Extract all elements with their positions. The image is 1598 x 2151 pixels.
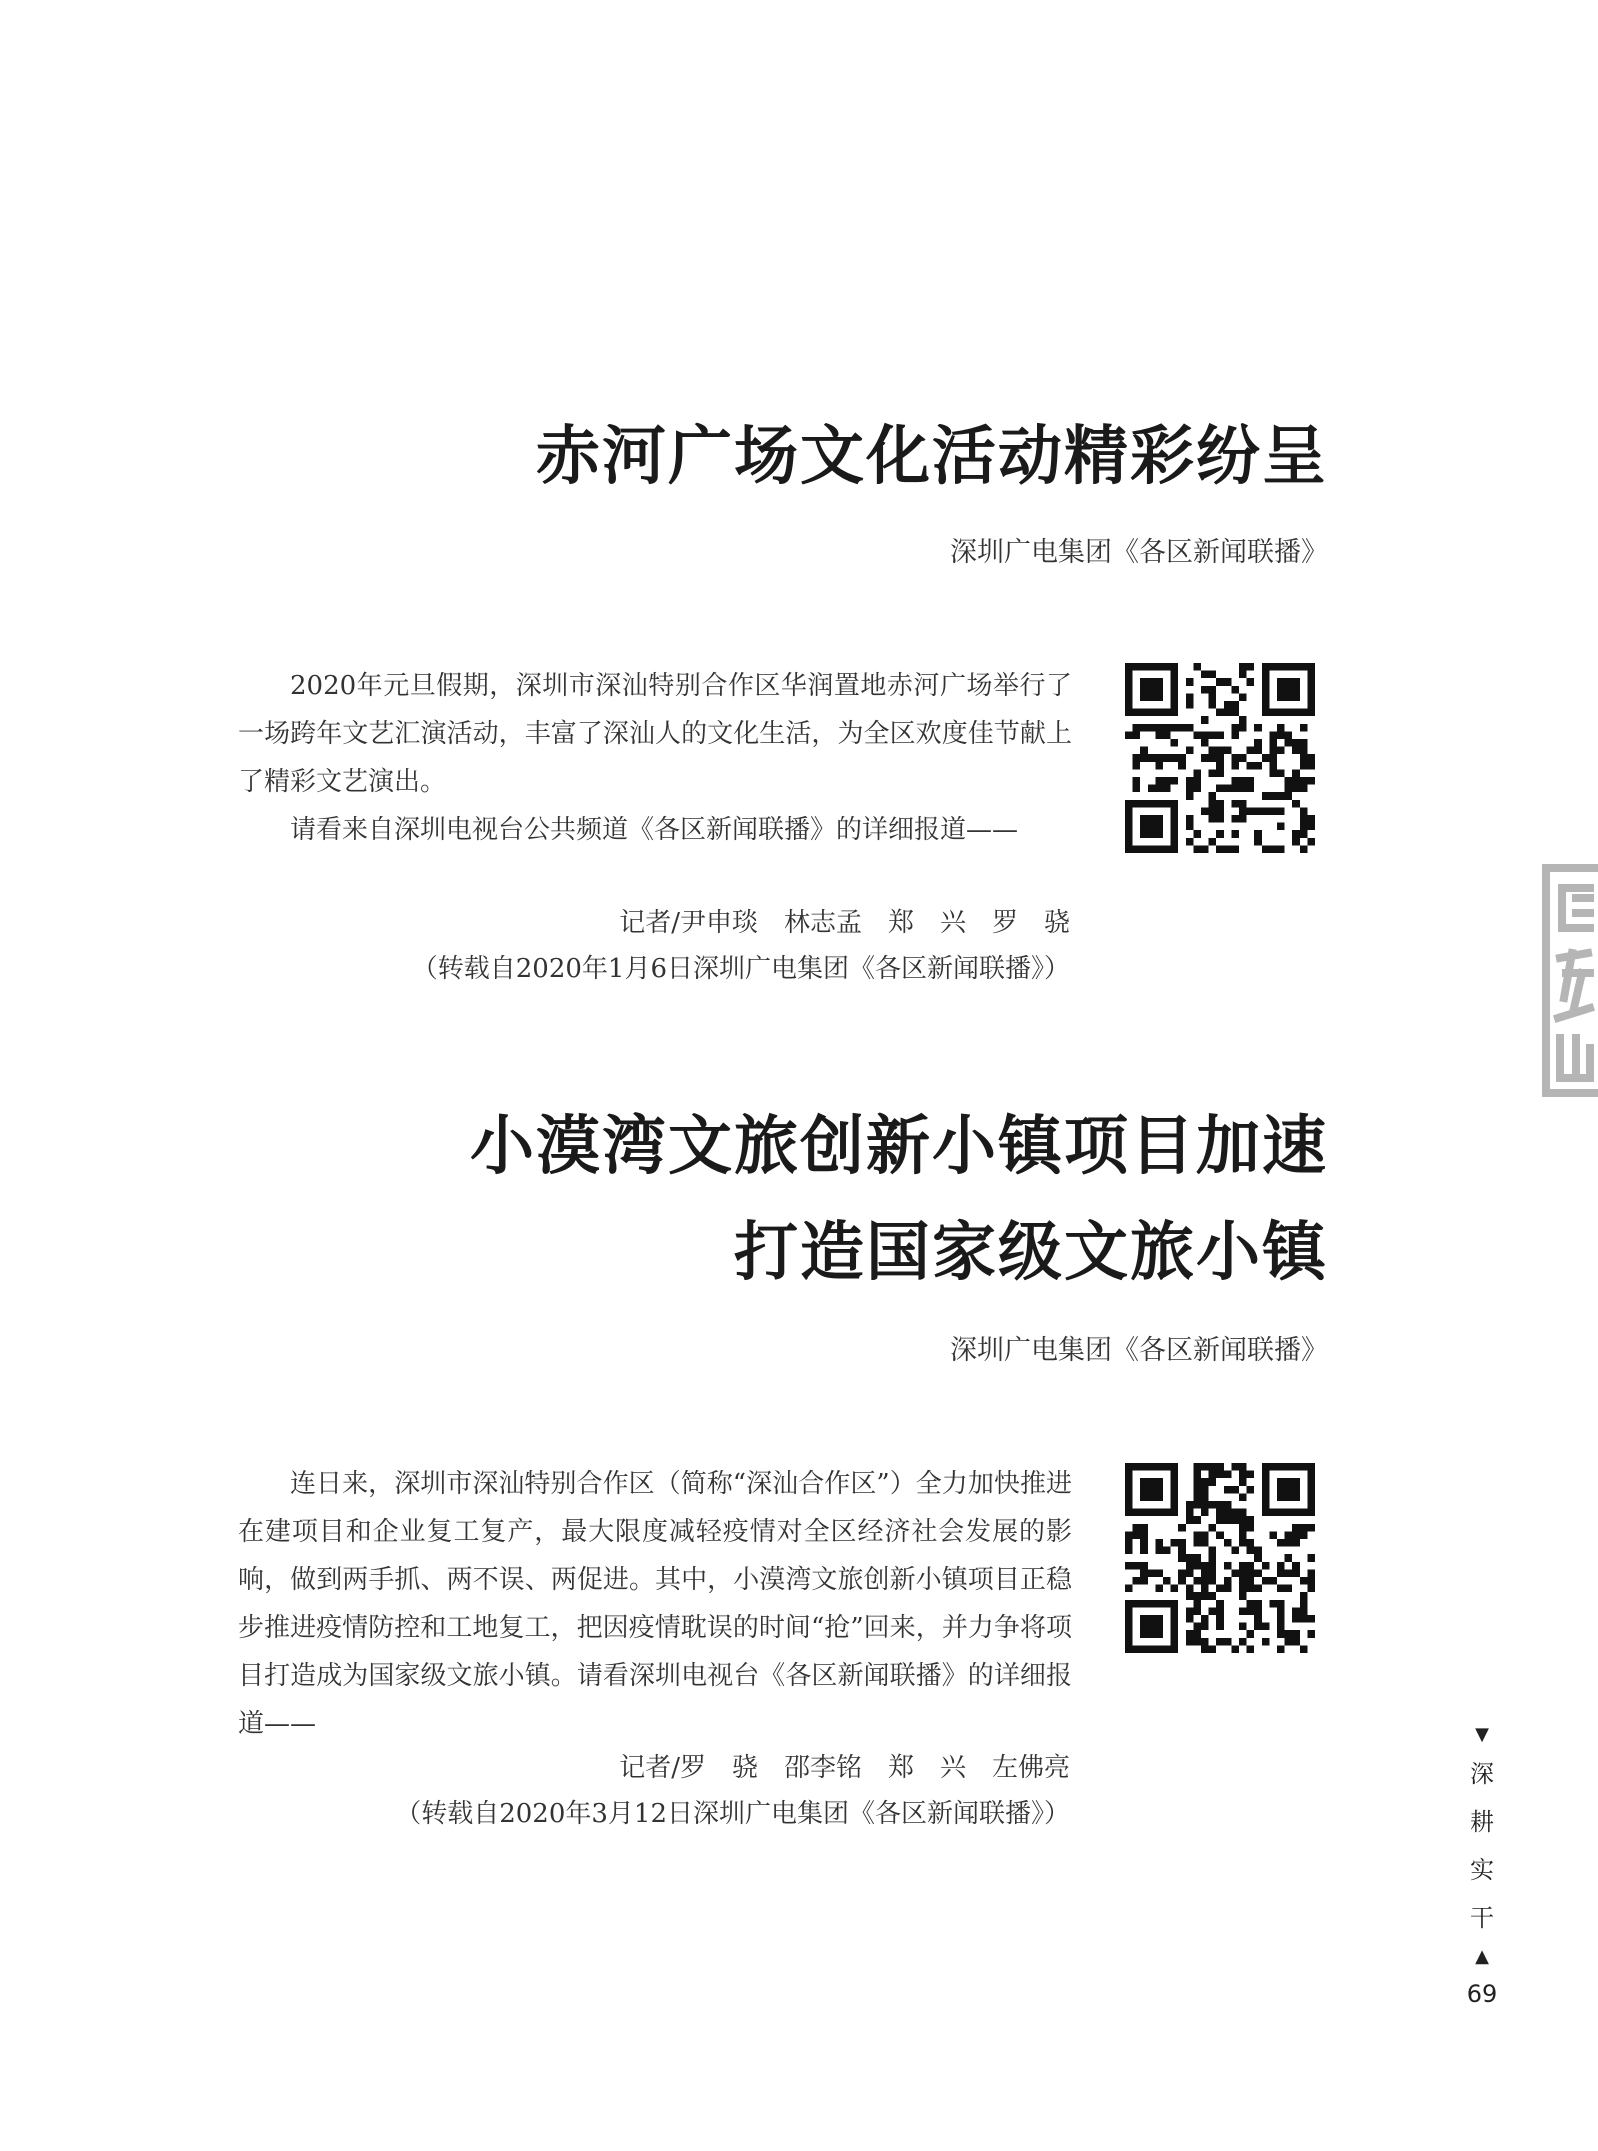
article-1-body: [238, 662, 1072, 854]
triangle-up-icon: ▲: [1475, 1946, 1489, 1967]
article-1-credits: [412, 900, 1070, 992]
seal-stamp-icon: [1528, 858, 1598, 1098]
article-2-source: 深圳广电集团《各区新闻联播》: [950, 1335, 1328, 1366]
reprint-line: （转载自2020年3月12日深圳广电集团《各区新闻联播》）: [395, 1799, 1070, 1829]
qr-code-icon[interactable]: [1125, 1463, 1315, 1653]
article-1-paragraph: 2020年元旦假期，深圳市深汕特别合作区华润置地赤河广场举行了一场跨年文艺汇演活动，丰富了深汕人的文化生活，为全区欢度佳节献上了精彩文艺演出。: [238, 671, 1072, 797]
article-2-title: 小漠湾文旅创新小镇项目加速 打造国家级文旅小镇: [470, 1109, 1328, 1290]
reporter-line: 记者/罗 骁 邵李铭 郑 兴 左佛亮: [619, 1753, 1070, 1783]
section-side-nav: [1462, 1720, 1502, 1972]
page-number: 69: [1466, 1980, 1498, 2008]
side-nav-char: 实: [1470, 1856, 1494, 1884]
article-1-title: 赤河广场文化活动精彩纷呈: [536, 419, 1328, 494]
reprint-line: （转载自2020年1月6日深圳广电集团《各区新闻联播》）: [411, 954, 1070, 984]
triangle-down-icon: ▼: [1475, 1724, 1489, 1745]
article-2-credits: [395, 1745, 1070, 1837]
side-nav-char: 深: [1470, 1760, 1494, 1788]
side-nav-char: 耕: [1470, 1808, 1494, 1836]
article-1-paragraph: 请看来自深圳电视台公共频道《各区新闻联播》的详细报道——: [290, 815, 1019, 845]
article-1-source: 深圳广电集团《各区新闻联播》: [950, 537, 1328, 568]
side-nav-char: 干: [1470, 1904, 1494, 1932]
reporter-line: 记者/尹申琰 林志孟 郑 兴 罗 骁: [619, 908, 1070, 938]
qr-code-icon[interactable]: [1125, 663, 1315, 853]
article-2-body: [238, 1460, 1072, 1748]
article-2-paragraph: 连日来，深圳市深汕特别合作区（简称“深汕合作区”）全力加快推进在建项目和企业复工复产，最大限度减轻疫情对全区经济社会发展的影响，做到两手抓、两不误、两促进。其中，小漠湾文旅创新小镇项目正稳步推进疫情防控和工地复工，把因疫情耽误的时间“抢”回来，并力争将项目打造成为国家级文旅小镇。请看深圳电视台《各区新闻联播》的详细报道——: [238, 1469, 1072, 1739]
